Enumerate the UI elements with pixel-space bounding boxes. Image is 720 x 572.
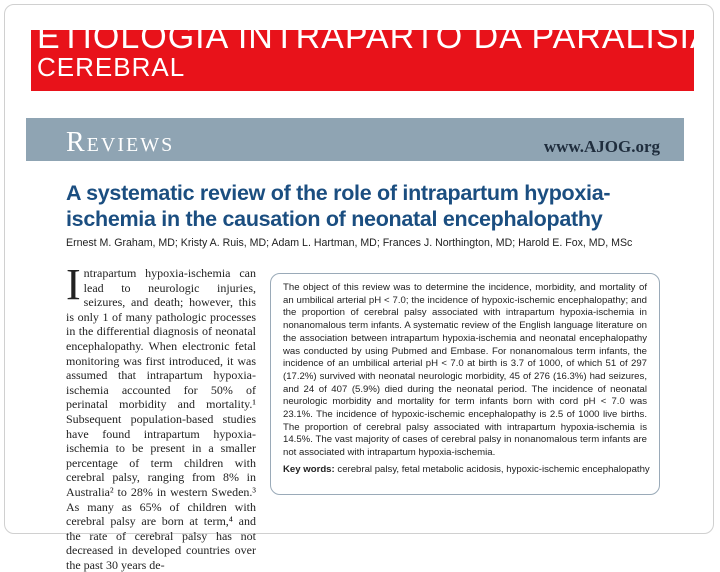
slide-title-banner [31, 18, 714, 91]
section-label: Reviews [66, 127, 175, 158]
journal-header-bar [26, 118, 684, 161]
slide-title: CEREBRAL [37, 52, 186, 82]
slide-title-clipped-line: ETIOLOGIA INTRAPARTO DA PARALISIA [37, 18, 714, 56]
keywords-text: cerebral palsy, fetal metabolic acidosis, hypoxic-ischemic encephalopathy [337, 464, 650, 475]
article-image [26, 118, 684, 572]
abstract-text: The object of this review was to determine the incidence, morbidity, and mortality of an umbilical arterial pH < 7.0; the incidence of hypoxic-ischemic encephalopathy; and the proportion of cerebral palsy associated with intrapartum hypoxia-ischemia in nonanomalous term infants. A systematic review of the English language literature on the association between intrapartum hypoxia-ischemia and neonatal encephalopathy was conducted by using Pubmed and Embase. For nonanomalous term infants, the incidence of an umbilical arterial pH < 7.0 at birth is 3.7 of 1000, of which 51 of 297 (17.2%) survived with neonatal neurologic morbidity, 45 of 276 (16.3%) had seizures, and 24 of 407 (5.9%) died during the neonatal period. The incidence of neonatal neurologic morbidity and mortality for term infants born with cord pH < 7.0 was 23.1%. The incidence of hypoxic-ischemic encephalopathy is 2.5 of 1000 live births. The proportion of cerebral palsy associated with intrapartum hypoxia-ischemia is 14.5%. The vast majority of cases of cerebral palsy in nonanomalous term infants are not associated with intrapartum hypoxia-ischemia. [283, 282, 647, 459]
article-body-column [66, 260, 256, 572]
keywords-line [283, 464, 650, 475]
journal-url: www.AJOG.org [543, 137, 660, 156]
article-body-text: ntrapartum hypoxia-ischemia can lead to neurologic injuries, seizures, and death; however, this is only 1 of many pathologic processes in the differential diagnosis of neonatal encephalopathy. When electronic fetal monitoring was first introduced, it was assumed that intrapartum hypoxia-ischemia accounted for 50% of perinatal morbidity and mortality.¹ Subsequent population-based studies have found intrapartum hypoxia-ischemia to be present in a smaller percentage of term children with cerebral palsy, ranging from 8% in Australia² to 28% in western Sweden.³ As many as 65% of children with cerebral palsy are born at term,⁴ and the rate of cerebral palsy has not decreased in developed countries over the past 30 years de- [66, 266, 256, 572]
drop-cap: I [66, 260, 81, 309]
article-authors: Ernest M. Graham, MD; Kristy A. Ruis, MD; Adam L. Hartman, MD; Frances J. Northington, MD; Harold E. Fox, MD, MSc [66, 237, 633, 249]
article-title: A systematic review of the role of intrapartum hypoxia-ischemia in the causation of neonatal encephalopathy [66, 181, 611, 231]
abstract-box [270, 273, 660, 495]
keywords-label: Key words: [283, 464, 335, 475]
